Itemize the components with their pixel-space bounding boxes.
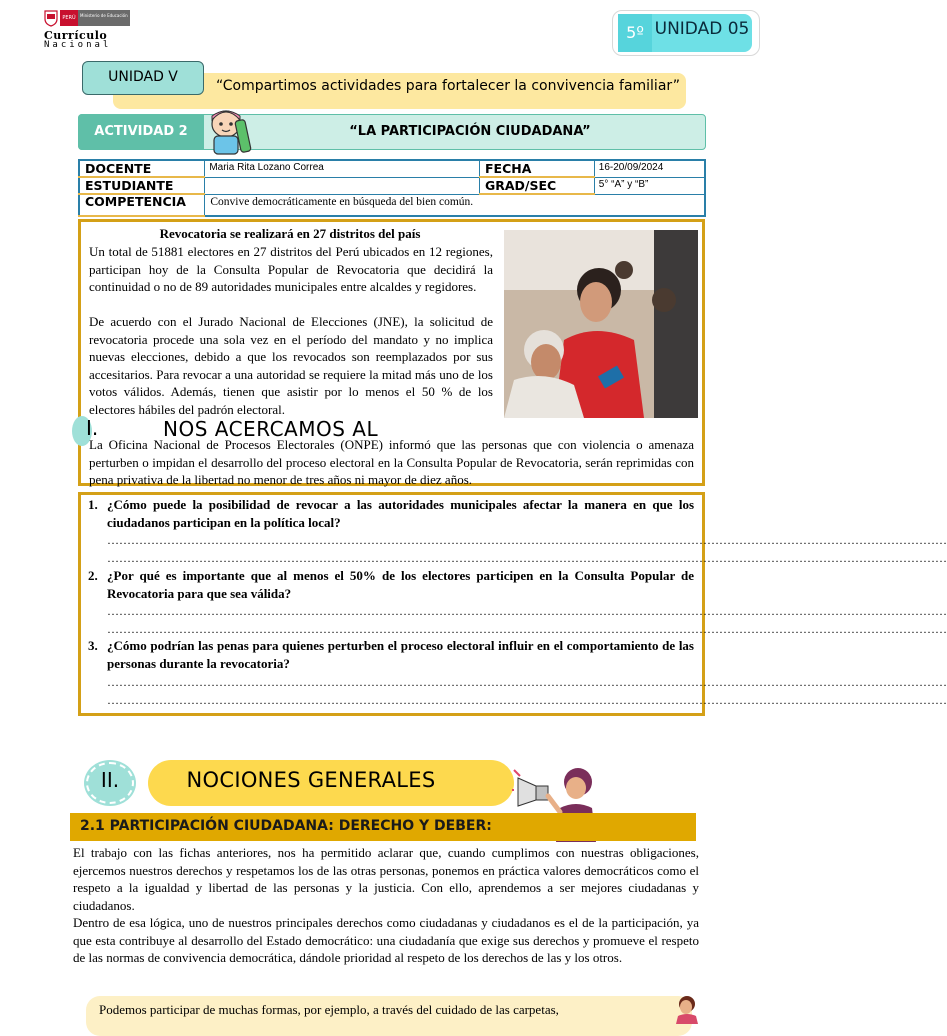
question-2-number: 2. [88, 568, 98, 583]
activity-label: ACTIVIDAD 2 [78, 114, 204, 150]
activity-title: “LA PARTICIPACIÓN CIUDADANA” [349, 124, 591, 139]
reading-paragraph-3: La Oficina Nacional de Procesos Electorales (ONPE) informó que las personas que con violencia o amenaza perturben o impidan el desarrollo del proceso electoral en la Consulta Popular de Revocatoria, serán reprimidas con pena privativa de la libertad no menor de tres años ni mayor de diez años. [89, 437, 694, 488]
section-2-number: II. [100, 768, 120, 792]
competencia-label: COMPETENCIA [79, 194, 205, 216]
question-2-text: ¿Por qué es importante que al menos el 50% de los electores participen en la Consulta Popular de Revocatoria para que sea válida? [107, 568, 694, 601]
question-1-text: ¿Cómo puede la posibilidad de revocar a las autoridades municipales afectar la manera en que los ciudadanos participan en la política local? [107, 497, 694, 530]
voters-photo [504, 230, 698, 418]
section-1-number: I. [86, 416, 99, 440]
fecha-label: FECHA [480, 160, 595, 177]
unidad-label: UNIDAD V [82, 61, 204, 95]
answer-line[interactable]: ………………………………………………………………………………………………………………………………………………………………………………………… [107, 622, 947, 636]
docente-label: DOCENTE [79, 160, 205, 177]
ministry-label: Ministerio de Educación [78, 10, 130, 26]
section-2-title: NOCIONES GENERALES [186, 768, 436, 792]
question-1-number: 1. [88, 497, 98, 512]
body-paragraph-1: El trabajo con las fichas anteriores, nos ha permitido aclarar que, cuando cumplimos con nuestras obligaciones, ejercemos nuestros derechos y respetamos los de las otras personas, ponemos en práctica valores democráticos como el respeto a la igualdad y libertad de las personas y la justicia. Con ello, aprendemos a ser mejores ciudadanas y ciudadanos. [73, 845, 699, 913]
peru-logo-label: PERÚ [60, 10, 78, 26]
answer-line[interactable]: ………………………………………………………………………………………………………………………………………………………………………………………… [107, 551, 947, 565]
question-3-text: ¿Cómo podrían las penas para quienes perturben el proceso electoral influir en el comportamiento de las personas durante la revocatoria? [107, 638, 694, 671]
answer-line[interactable]: ………………………………………………………………………………………………………………………………………………………………………………………… [107, 533, 947, 547]
gradsec-label: GRAD/SEC [480, 177, 595, 194]
callout-text: Podemos participar de muchas formas, por ejemplo, a través del cuidado de las carpetas, [99, 1002, 559, 1017]
student-info-table [78, 159, 706, 217]
grade-badge: 5º [618, 14, 652, 52]
section-1-title: NOS ACERCAMOS AL [163, 417, 379, 441]
answer-line[interactable]: ………………………………………………………………………………………………………………………………………………………………………………………… [107, 675, 947, 689]
curriculum-logo-subtitle: Nacional [44, 40, 112, 50]
body-paragraph-2: Dentro de esa lógica, uno de nuestros principales derechos como ciudadanas y ciudadanos es el de la participación, ya que esta contribuye al desarrollo del Estado democrático: una ciudadanía que exige sus derechos y promueve el respeto de las normas de convivencia democrática, dándole prioridad al respeto de los derechos de las y los otros. [73, 915, 699, 966]
reading-paragraph-1: Un total de 51881 electores en 27 distritos del Perú ubicados en 12 regiones, participan hoy de la Consulta Popular de Revocatoria que decidirá la continuidad o no de 89 autoridades municipales entre alcaldes y regidores. [89, 244, 493, 295]
estudiante-field[interactable] [205, 177, 480, 194]
docente-value: Maria Rita Lozano Correa [205, 160, 480, 177]
answer-line[interactable]: ………………………………………………………………………………………………………………………………………………………………………………………… [107, 604, 947, 618]
gradsec-value: 5° “A” y “B” [594, 177, 705, 194]
competencia-value: Convive democráticamente en búsqueda del bien común. [205, 194, 705, 216]
question-3-number: 3. [88, 638, 98, 653]
fecha-value: 16-20/09/2024 [594, 160, 705, 177]
reading-paragraph-2: De acuerdo con el Jurado Nacional de Elecciones (JNE), la solicitud de revocatoria procede una sola vez en el período del mandato y no implica nuevas elecciones, debido a que los revocados son reemplazados por sus accesitarios. Para revocar a una autoridad se requiere la mitad más uno de los votos válidos. Además, tienen que asistir por lo menos el 50 % de los electores hábiles del padrón electoral. [89, 314, 493, 417]
unit-title: “Compartimos actividades para fortalecer la convivencia familiar” [215, 78, 681, 94]
peru-shield-icon [44, 10, 58, 26]
girl-illustration-icon [672, 994, 702, 1024]
curriculum-logo-title: Currículo [44, 29, 108, 42]
student-illustration-icon [204, 106, 256, 158]
answer-line[interactable]: ………………………………………………………………………………………………………………………………………………………………………………………… [107, 693, 947, 707]
estudiante-label: ESTUDIANTE [79, 177, 205, 194]
subsection-title: 2.1 PARTICIPACIÓN CIUDADANA: DERECHO Y DEBER: [80, 818, 492, 834]
reading-title: Revocatoria se realizará en 27 distritos del país [159, 226, 421, 241]
unit-badge: UNIDAD 05 [652, 14, 752, 52]
